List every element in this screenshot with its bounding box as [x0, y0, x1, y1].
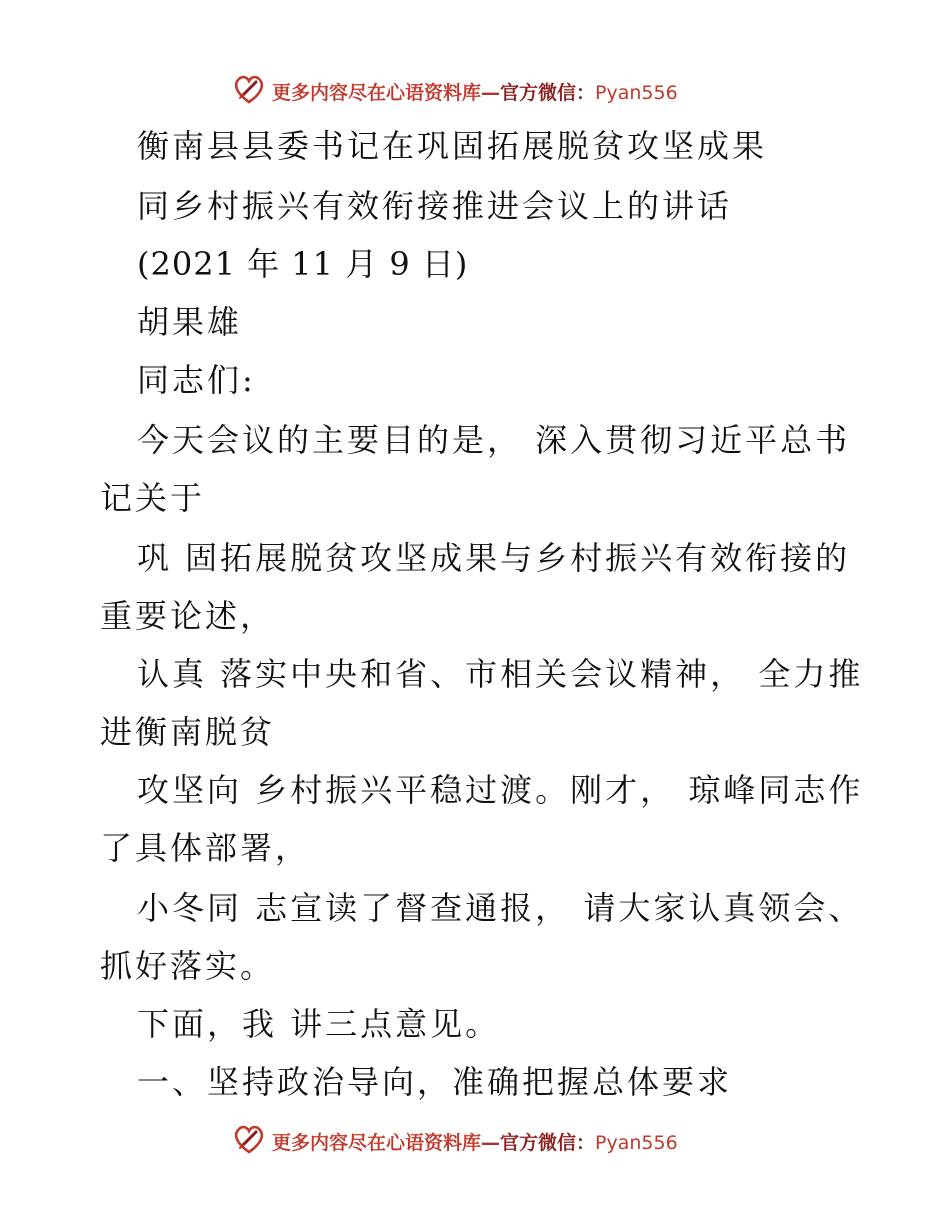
watermark-main: 更多内容尽在心语资料库 — [272, 1132, 482, 1154]
author-name: 胡果雄 — [137, 303, 243, 341]
paragraph-5-line-1: 小冬同 志宣读了督查通报， 请大家认真领会、 — [137, 889, 864, 927]
salutation: 同志们: — [137, 361, 256, 399]
watermark-official: 官方微信： — [500, 1132, 596, 1154]
section-heading-1: 一、坚持政治导向，准确把握总体要求 — [137, 1063, 733, 1101]
title-line-2: 同乡村振兴有效衔接推进会议上的讲话 — [137, 187, 733, 225]
watermark-separator: — — [481, 1132, 501, 1154]
paragraph-2-line-2: 重要论述， — [100, 597, 276, 635]
heart-pen-logo-icon — [232, 1122, 266, 1156]
watermark-main: 更多内容尽在心语资料库 — [272, 82, 482, 104]
watermark-text — [272, 1128, 678, 1155]
bottom-watermark-banner — [0, 1120, 950, 1160]
paragraph-4-line-2: 了具体部署， — [100, 829, 311, 867]
watermark-wechat-id: Pyan556 — [595, 1132, 678, 1154]
paragraph-1-line-1: 今天会议的主要目的是， 深入贯彻习近平总书 — [137, 421, 851, 459]
paragraph-3-line-1: 认真 落实中央和省、市相关会议精神， 全力推 — [137, 655, 864, 693]
watermark-wechat-id: Pyan556 — [595, 82, 678, 104]
paragraph-5-line-2: 抓好落实。 — [100, 947, 276, 985]
date-line: (2021 年 11 月 9 日) — [137, 245, 469, 283]
title-line-1: 衡南县县委书记在巩固拓展脱贫攻坚成果 — [137, 127, 768, 165]
intro-points: 下面，我 讲三点意见。 — [137, 1005, 501, 1043]
paragraph-1-line-2: 记关于 — [100, 479, 206, 517]
paragraph-2-line-1: 巩 固拓展脱贫攻坚成果与乡村振兴有效衔接的 — [137, 539, 851, 577]
watermark-separator: — — [481, 82, 501, 104]
paragraph-4-line-1: 攻坚向 乡村振兴平稳过渡。刚才， 琼峰同志作 — [137, 771, 864, 809]
watermark-official: 官方微信： — [500, 82, 596, 104]
paragraph-3-line-2: 进衡南脱贫 — [100, 713, 276, 751]
